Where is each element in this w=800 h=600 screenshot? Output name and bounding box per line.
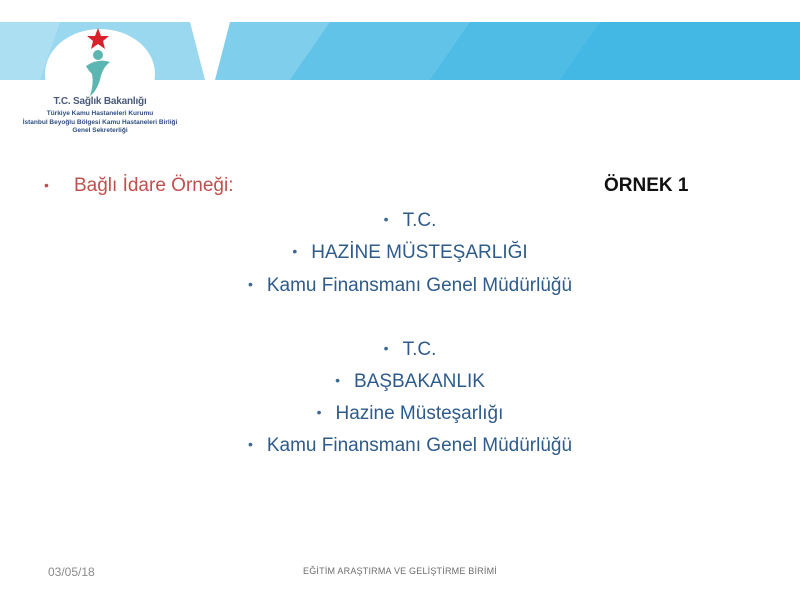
list-item: • T.C. xyxy=(383,210,437,231)
list-item: • Kamu Finansmanı Genel Müdürlüğü xyxy=(247,435,573,456)
ministry-logo-icon xyxy=(40,22,160,106)
bullet-icon: • xyxy=(316,404,322,420)
bullet-icon: • xyxy=(383,211,389,227)
list-item: • BAŞBAKANLIK xyxy=(335,371,485,392)
heading-label: Bağlı İdare Örneği: xyxy=(74,175,234,196)
bullet-icon: • xyxy=(247,436,253,452)
bullet-icon: • xyxy=(383,340,389,356)
list-item: • HAZİNE MÜSTEŞARLIĞI xyxy=(292,242,528,263)
bullet-icon: • xyxy=(335,372,340,388)
bullet-icon: • xyxy=(292,243,298,259)
heading-row xyxy=(44,175,764,201)
list-item: • Hazine Müsteşarlığı xyxy=(316,403,504,424)
logo-subtitle-1: Türkiye Kamu Hastaneleri Kurumu xyxy=(46,110,154,117)
bullet-icon: • xyxy=(44,177,49,193)
logo-subtitle-3: Genel Sekreterliği xyxy=(72,127,128,134)
logo-title: T.C. Sağlık Bakanlığı xyxy=(53,96,147,107)
footer-unit: EĞİTİM ARAŞTIRMA VE GELİŞTİRME BİRİMİ xyxy=(303,566,497,576)
bullet-icon: • xyxy=(247,276,253,292)
list-item: • T.C. xyxy=(383,339,437,360)
logo-subtitle-2: İstanbul Beyoğlu Bölgesi Kamu Hastaneleri Birliği xyxy=(22,119,178,126)
example-tag: ÖRNEK 1 xyxy=(604,175,689,196)
list-item: • Kamu Finansmanı Genel Müdürlüğü xyxy=(247,275,573,296)
footer-date: 03/05/18 xyxy=(48,565,95,579)
